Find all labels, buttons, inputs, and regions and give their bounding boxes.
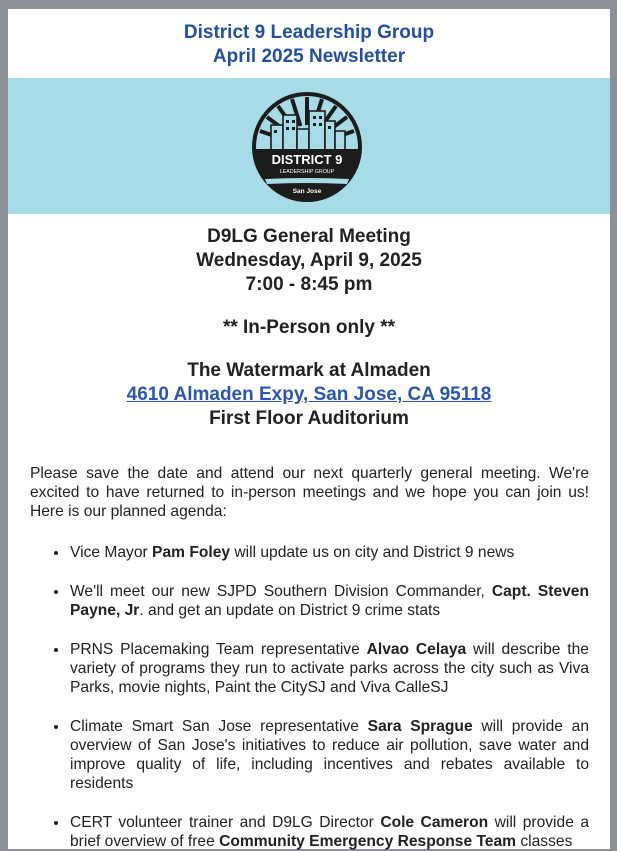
agenda-item: • We'll meet our new SJPD Southern Division Commander, Capt. Steven Payne, Jr. and get an update on District 9 crime stats	[69, 582, 589, 620]
logo-main-text: DISTRICT 9	[271, 152, 343, 167]
agenda-item: • PRNS Placemaking Team representative Alvao Celaya will describe the variety of programs they run to activate parks across the city such as Viva Parks, movie nights, Paint the CitySJ and Viva CalleSJ	[69, 640, 589, 697]
logo-banner	[8, 78, 610, 214]
newsletter-page	[8, 9, 610, 849]
event-date: Wednesday, April 9, 2025	[196, 250, 422, 271]
speaker-name: Cole Cameron	[380, 814, 489, 831]
newsletter-header	[8, 9, 610, 78]
logo-sub-text: LEADERSHIP GROUP	[279, 169, 335, 175]
speaker-name: Capt. Steven Payne, Jr	[70, 583, 589, 619]
event-time: 7:00 - 8:45 pm	[245, 274, 373, 295]
speaker-name: Sara Sprague	[367, 718, 473, 735]
event-venue: The Watermark at Almaden	[187, 360, 431, 381]
newsletter-title: April 2025 Newsletter	[212, 46, 406, 67]
logo-city-text: San Jose	[292, 188, 322, 195]
intro-paragraph: Please save the date and attend our next quarterly general meeting. We're excited to have returned to in-person meetings and we hope you can join us! Here is our planned agenda:	[30, 465, 589, 520]
agenda-item: • Vice Mayor Pam Foley will update us on city and District 9 news	[69, 543, 589, 562]
event-details	[8, 214, 610, 431]
agenda-item: • Climate Smart San Jose representative Sara Sprague will provide an overview of San Jose's initiatives to reduce air pollution, save water and improve quality of life, including incentives and rebates available to residents	[69, 717, 589, 793]
speaker-name: Pam Foley	[152, 544, 231, 561]
event-address-link[interactable]: 4610 Almaden Expy, San Jose, CA 95118	[126, 384, 492, 405]
speaker-name: Alvao Celaya	[366, 641, 467, 658]
agenda-list	[69, 543, 589, 851]
program-name: Community Emergency Response Team	[219, 833, 517, 850]
event-mode: ** In-Person only **	[222, 317, 396, 338]
org-title: District 9 Leadership Group	[183, 22, 435, 43]
event-room: First Floor Auditorium	[209, 408, 409, 429]
agenda-item: • CERT volunteer trainer and D9LG Director Cole Cameron will provide a brief overview of free Community Emergency Response Team classes	[69, 813, 589, 851]
event-title: D9LG General Meeting	[207, 226, 411, 247]
district9-logo	[251, 91, 363, 203]
